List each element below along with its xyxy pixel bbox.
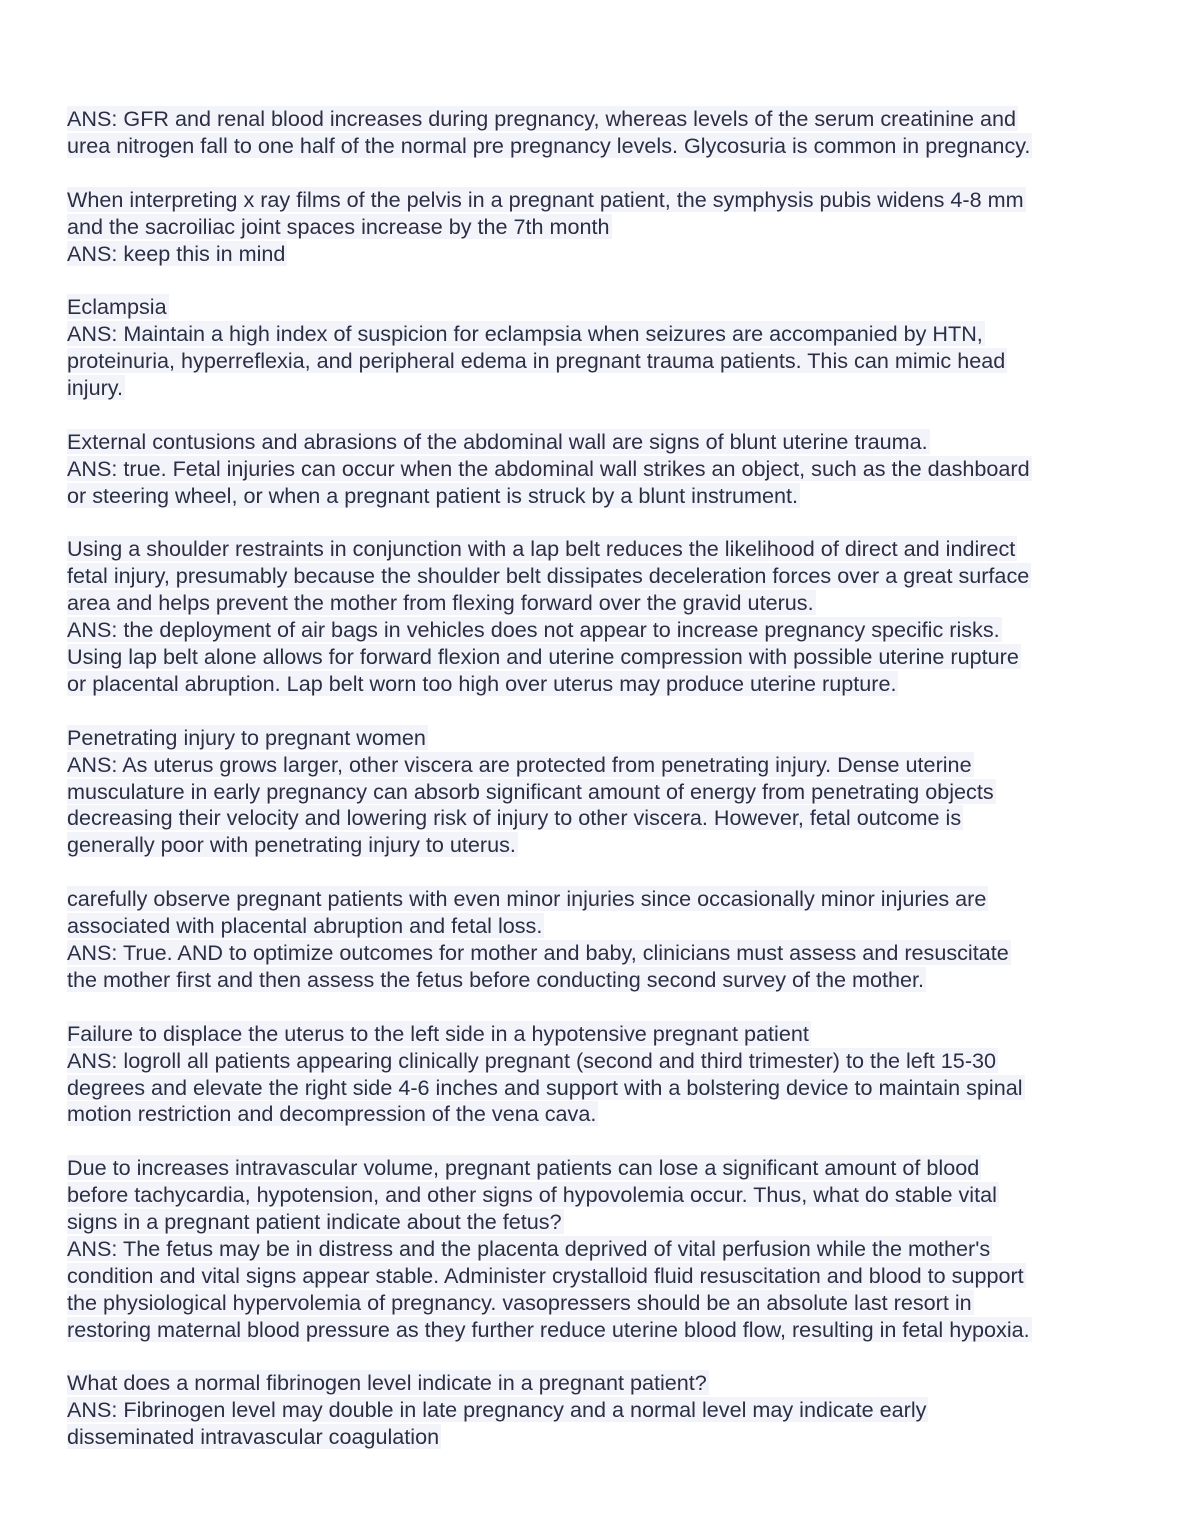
qa-block-4	[67, 429, 1127, 510]
text-line: ANS: As uterus grows larger, other viscera are protected from penetrating injury. Dense uterine	[67, 751, 972, 777]
qa-block-3	[67, 294, 1127, 402]
text-line: motion restriction and decompression of the vena cava.	[67, 1101, 597, 1127]
qa-block-7	[67, 886, 1127, 994]
text-line: ANS: keep this in mind	[67, 240, 286, 266]
text-line: the physiological hypervolemia of pregnancy. vasopressers should be an absolute last resort in	[67, 1289, 972, 1315]
text-line: and the sacroiliac joint spaces increase by the 7th month	[67, 213, 610, 239]
text-line: urea nitrogen fall to one half of the normal pre pregnancy levels. Glycosuria is common in pregnancy.	[67, 132, 1031, 158]
text-line: musculature in early pregnancy can absorb significant amount of energy from penetrating objects	[67, 778, 994, 804]
text-line: the mother first and then assess the fetus before conducting second survey of the mother.	[67, 966, 925, 992]
text-line: ANS: true. Fetal injuries can occur when the abdominal wall strikes an object, such as the dashboard	[67, 455, 1030, 481]
text-line: ANS: Maintain a high index of suspicion for eclampsia when seizures are accompanied by HTN,	[67, 321, 983, 347]
text-line: injury.	[67, 375, 123, 401]
text-line: Penetrating injury to pregnant women	[67, 724, 426, 750]
text-line: or steering wheel, or when a pregnant patient is struck by a blunt instrument.	[67, 482, 798, 508]
text-line: Eclampsia	[67, 294, 167, 320]
text-line: or placental abruption. Lap belt worn too high over uterus may produce uterine rupture.	[67, 670, 897, 696]
text-line: carefully observe pregnant patients with even minor injuries since occasionally minor injuries are	[67, 886, 987, 912]
text-line: What does a normal fibrinogen level indicate in a pregnant patient?	[67, 1370, 707, 1396]
text-line: External contusions and abrasions of the abdominal wall are signs of blunt uterine trauma.	[67, 428, 928, 454]
text-line: Failure to displace the uterus to the left side in a hypotensive pregnant patient	[67, 1020, 809, 1046]
text-line: ANS: True. AND to optimize outcomes for mother and baby, clinicians must assess and resuscitate	[67, 940, 1009, 965]
text-line: before tachycardia, hypotension, and other signs of hypovolemia occur. Thus, what do stable vital	[67, 1182, 997, 1208]
text-line: ANS: The fetus may be in distress and the placenta deprived of vital perfusion while the mother's	[67, 1235, 991, 1261]
text-line: disseminated intravascular coagulation	[67, 1424, 440, 1450]
text-line: generally poor with penetrating injury to uterus.	[67, 832, 516, 858]
qa-block-2	[67, 187, 1127, 268]
text-line: When interpreting x ray films of the pelvis in a pregnant patient, the symphysis pubis widens 4-8 mm	[67, 186, 1024, 212]
text-line: ANS: the deployment of air bags in vehicles does not appear to increase pregnancy specific risks.	[67, 617, 1000, 643]
text-line: decreasing their velocity and lowering risk of injury to other viscera. However, fetal outcome is	[67, 805, 962, 831]
text-line: restoring maternal blood pressure as they further reduce uterine blood flow, resulting in fetal hypoxia.	[67, 1316, 1030, 1342]
qa-block-1	[67, 106, 1127, 160]
document-page	[67, 106, 1127, 1478]
text-line: fetal injury, presumably because the shoulder belt dissipates deceleration forces over a great surface	[67, 563, 1030, 589]
text-line: Due to increases intravascular volume, pregnant patients can lose a significant amount of blood	[67, 1155, 980, 1181]
text-line: Using lap belt alone allows for forward flexion and uterine compression with possible uterine rupture	[67, 644, 1019, 670]
text-line: area and helps prevent the mother from flexing forward over the gravid uterus.	[67, 590, 814, 616]
text-line: ANS: GFR and renal blood increases during pregnancy, whereas levels of the serum creatinine and	[67, 106, 1017, 131]
qa-block-8	[67, 1021, 1127, 1129]
qa-block-9	[67, 1155, 1127, 1343]
qa-block-6	[67, 725, 1127, 860]
text-line: signs in a pregnant patient indicate about the fetus?	[67, 1209, 562, 1235]
text-line: Using a shoulder restraints in conjunction with a lap belt reduces the likelihood of direct and indirect	[67, 536, 1016, 562]
qa-block-5	[67, 536, 1127, 697]
text-line: proteinuria, hyperreflexia, and peripheral edema in pregnant trauma patients. This can mimic head	[67, 348, 1006, 374]
text-line: associated with placental abruption and fetal loss.	[67, 913, 543, 939]
text-line: condition and vital signs appear stable. Administer crystalloid fluid resuscitation and blood to support	[67, 1262, 1024, 1288]
text-line: ANS: Fibrinogen level may double in late pregnancy and a normal level may indicate early	[67, 1397, 927, 1423]
qa-block-10	[67, 1370, 1127, 1451]
text-line: ANS: logroll all patients appearing clinically pregnant (second and third trimester) to the left 15-30	[67, 1047, 997, 1073]
text-line: degrees and elevate the right side 4-6 inches and support with a bolstering device to maintain spinal	[67, 1074, 1023, 1100]
